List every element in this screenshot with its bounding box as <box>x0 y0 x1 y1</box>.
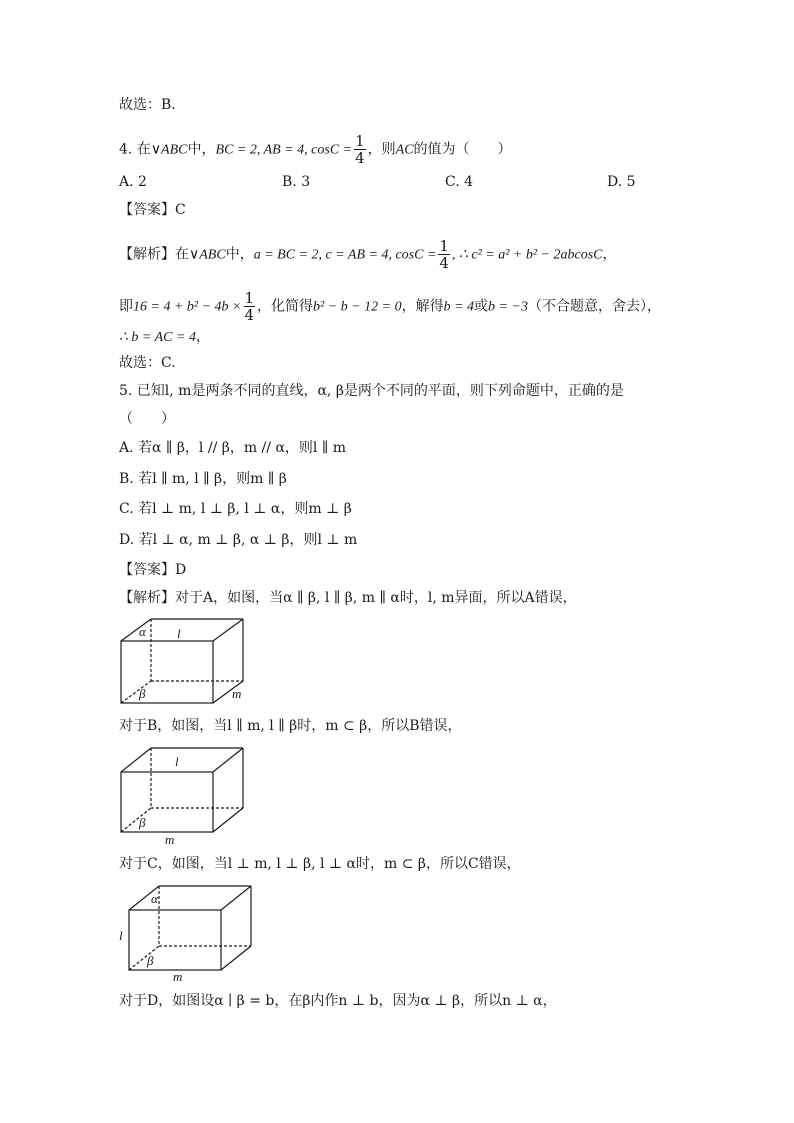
fig2-m: m <box>165 832 175 847</box>
q4-prefix: 4. 在 <box>119 141 151 158</box>
question-5-paren: （ ） <box>119 411 175 427</box>
fig1-m: m <box>232 686 242 701</box>
jx4-fraction: $\frac{1}{4}$ <box>439 237 449 272</box>
q4-option-a: A. 2 <box>119 174 147 190</box>
question-5: 5. 已知l, m是两条不同的直线，α, β是两个不同的平面，则下列命题中，正确的是 <box>119 383 624 399</box>
line-choose-b: 故选：B. <box>119 97 176 113</box>
analysis-b: 对于B，如图，当l ∥ m, l ∥ β时，m ⊂ β，所以B错误， <box>119 718 462 734</box>
fig3-beta: β <box>147 953 154 968</box>
q4-tail: 的值为（ ） <box>413 141 512 158</box>
fig1-alpha: α <box>139 624 146 639</box>
q4-triangle: ∨ABC <box>150 142 188 158</box>
q4-option-d: D. 5 <box>607 174 636 190</box>
analysis-4-line3: ∴ b = AC = 4， <box>119 329 210 345</box>
jx4-fraction2: $\frac{1}{4}$ <box>244 289 255 324</box>
analysis-5: 【解析】对于A，如图，当α ∥ β, l ∥ β, m ∥ α时，l, m异面，所以A错误， <box>119 590 577 606</box>
answer-5: 【答案】D <box>119 562 187 578</box>
analysis-c: 对于C，如图，当l ⊥ m, l ⊥ β, l ⊥ α时，m ⊂ β，所以C错误， <box>119 856 521 872</box>
figure-c-box <box>119 883 259 983</box>
figure-b-box <box>119 745 251 847</box>
fig1-l: l <box>177 626 181 641</box>
analysis-4-line1: 【解析】在∨ABC中，a = BC = 2, c = AB = 4, cosC = $\frac{1}{4}$ , ∴ c² = a² + b² − 2abcosC， <box>119 237 617 272</box>
q5-option-d: D. 若l ⊥ α, m ⊥ β, α ⊥ β，则l ⊥ m <box>119 532 358 548</box>
fig2-beta: β <box>139 815 146 830</box>
fig1-beta: β <box>139 686 146 701</box>
question-4 <box>119 133 512 166</box>
q4-after: ，则 <box>367 141 396 158</box>
q4-option-b: B. 3 <box>282 174 311 190</box>
q5-option-c: C. 若l ⊥ m, l ⊥ β, l ⊥ α，则m ⊥ β <box>119 501 352 517</box>
q5-option-a: A. 若α ∥ β，l // β，m // α，则l ∥ m <box>119 440 347 456</box>
q4-option-c: C. 4 <box>445 174 474 190</box>
line-choose-c: 故选：C. <box>119 355 176 371</box>
analysis-d: 对于D，如图设α ∣ β = b，在β内作n ⊥ b，因为α ⊥ β，所以n ⊥ α， <box>119 993 557 1009</box>
q4-ac: AC <box>395 142 414 158</box>
q4-mid: 中， <box>187 141 216 158</box>
analysis-4-line2: 即16 = 4 + b² − 4b × $\frac{1}{4}$ ，化简得b² − b − 12 = 0，解得b = 4或b = −3（不合题意，舍去）， <box>119 289 661 324</box>
answer-4: 【答案】C <box>119 202 186 218</box>
fig3-l: l <box>119 928 123 943</box>
q4-condition: BC = 2, AB = 4, cosC = <box>215 142 353 158</box>
figure-a-box <box>119 616 251 708</box>
q5-option-b: B. 若l ∥ m, l ∥ β，则m ∥ β <box>119 471 287 487</box>
fig3-m: m <box>173 969 183 983</box>
fig3-alpha: α <box>151 891 158 906</box>
q4-fraction: $\frac{1}{4}$ <box>355 132 365 167</box>
fig2-l: l <box>175 754 179 769</box>
